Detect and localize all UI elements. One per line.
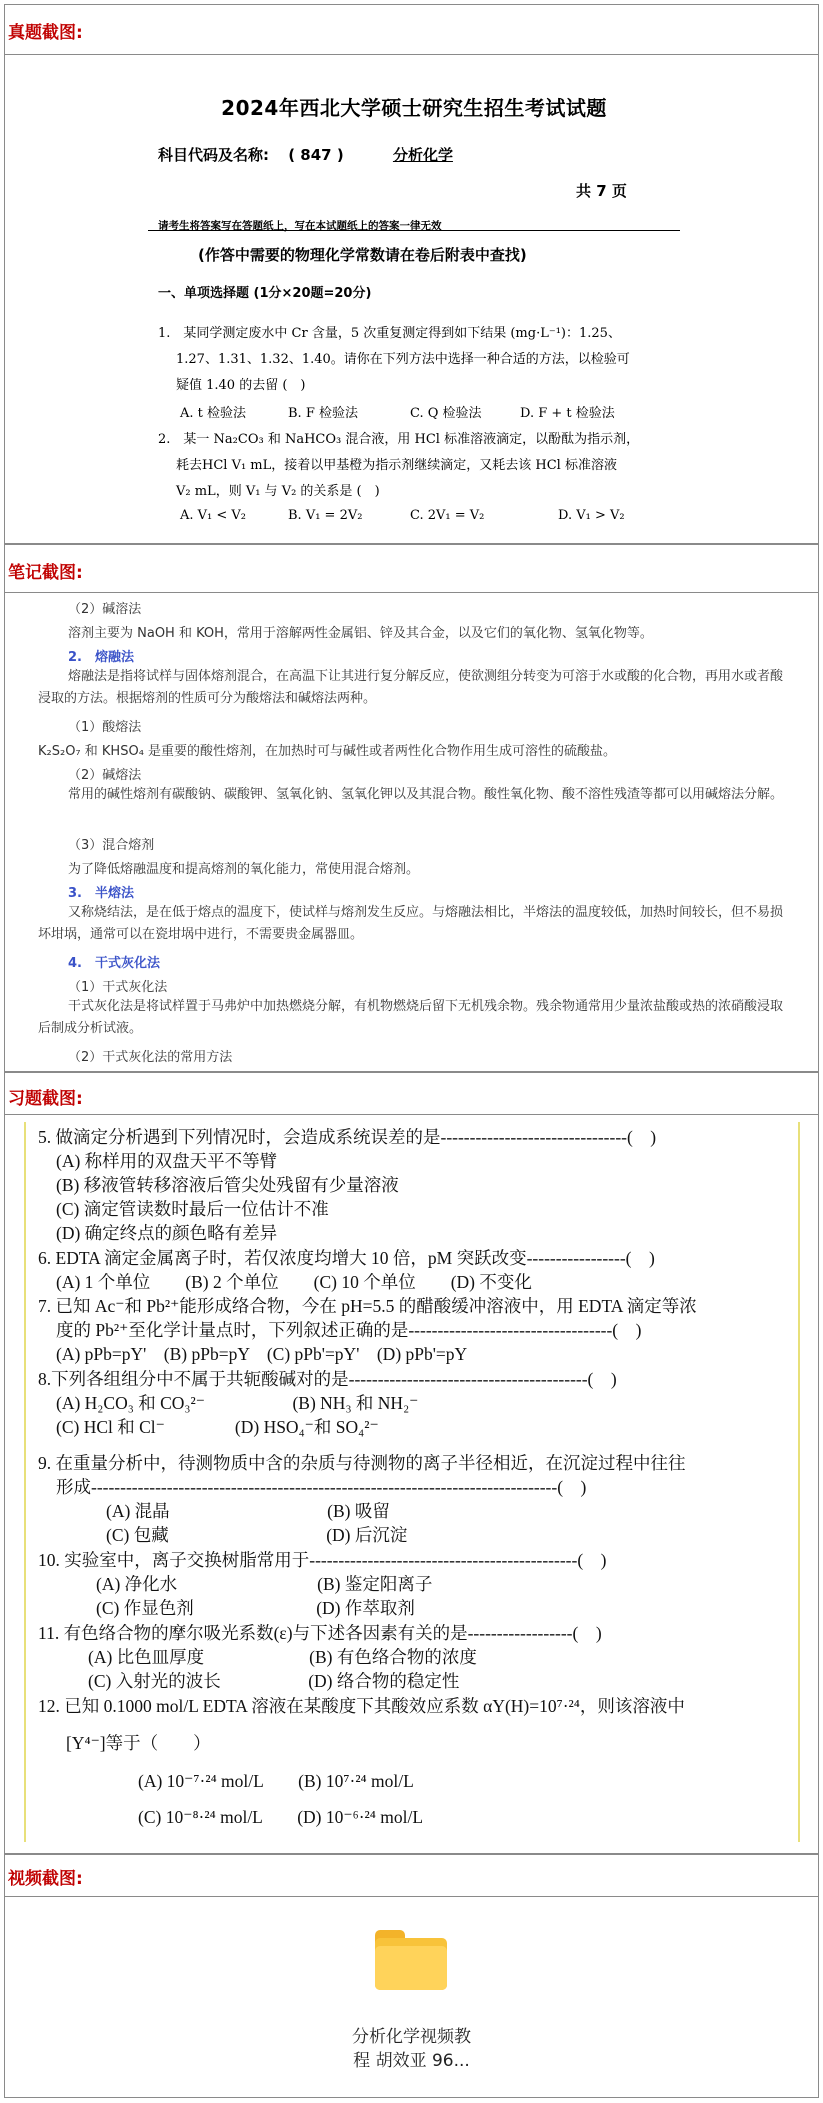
q1-option-d: D. F + t 检验法 — [520, 406, 615, 421]
q9-options-cd: (C) 包藏 (D) 后沉淀 — [106, 1525, 408, 1545]
q8-options-cd: (C) HCl 和 Cl⁻ (D) HSO₄⁻和 SO₄²⁻ — [56, 1417, 379, 1437]
q1-option-b: B. F 检验法 — [288, 406, 358, 421]
exam-section-title: 真题截图: — [8, 23, 83, 43]
q2-line2: 耗去HCl V₁ mL，接着以甲基橙为指示剂继续滴定，又耗去该 HCl 标准溶液 — [176, 458, 617, 473]
note-paragraph: 干式灰化法是将试样置于马弗炉中加热燃烧分解，有机物燃烧后留下无机残余物。残余物通常用少量浓盐酸或热的浓硝酸浸取后制成分析试液。 — [38, 999, 784, 1036]
divider — [4, 54, 819, 55]
q2-line3: V₂ mL，则 V₁ 与 V₂ 的关系是 ( ) — [176, 484, 380, 499]
note-line: 为了降低熔融温度和提高熔剂的氧化能力，常使用混合熔剂。 — [68, 862, 420, 877]
note-line: （1）干式灰化法 — [68, 980, 168, 995]
q10-options-cd: (C) 作显色剂 (D) 作萃取剂 — [96, 1598, 415, 1618]
q12-options-ab: (A) 10⁻⁷·²⁴ mol/L (B) 10⁷·²⁴ mol/L — [138, 1771, 414, 1791]
note-heading: 3. 半熔法 — [68, 886, 134, 901]
q2-option-a: A. V₁ < V₂ — [180, 508, 247, 523]
q5-option-c: (C) 滴定管读数时最后一位估计不准 — [56, 1199, 329, 1219]
q9-options-ab: (A) 混晶 (B) 吸留 — [106, 1501, 390, 1521]
exam-instruction: 请考生将答案写在答题纸上，写在本试题纸上的答案一律无效 — [158, 220, 442, 232]
q2-option-d: D. V₁ > V₂ — [558, 508, 625, 523]
note-line: （2）碱溶法 — [68, 602, 142, 617]
subject-label: 科目代码及名称: — [158, 146, 269, 164]
note-paragraph: 熔融法是指将试样与固体熔剂混合，在高温下让其进行复分解反应，使欲测组分转变为可溶于水或酸的化合物，再用水或者酸浸取的方法。根据熔剂的性质可分为酸熔法和碱熔法两种。 — [38, 669, 784, 706]
q1-line3: 疑值 1.40 的去留 ( ) — [176, 378, 306, 393]
q5-option-d: (D) 确定终点的颜色略有差异 — [56, 1223, 278, 1243]
q12-options-cd: (C) 10⁻⁸·²⁴ mol/L (D) 10⁻⁶·²⁴ mol/L — [138, 1807, 424, 1827]
q7-stem-line2: 度的 Pb²⁺至化学计量点时，下列叙述正确的是-----------------------------------( ) — [56, 1320, 642, 1340]
divider — [4, 592, 819, 593]
q9-stem-line1: 9. 在重量分析中，待测物质中含的杂质与待测物的离子半径相近，在沉淀过程中往往 — [38, 1453, 686, 1473]
q1-option-a: A. t 检验法 — [180, 406, 247, 421]
video-section-title: 视频截图: — [8, 1869, 83, 1889]
q5-option-b: (B) 移液管转移溶液后管尖处残留有少量溶液 — [56, 1175, 399, 1195]
q6-stem: 6. EDTA 滴定金属离子时，若仅浓度均增大 10 倍，pM 突跃改变-----------------( ) — [38, 1248, 655, 1268]
q8-stem: 8.下列各组组分中不属于共轭酸碱对的是-----------------------------------------( ) — [38, 1369, 617, 1389]
q1-line2: 1.27、1.31、1.32、1.40。请你在下列方法中选择一种合适的方法，以检验可 — [176, 352, 630, 367]
folder-label-line1[interactable]: 分析化学视频教 — [352, 2027, 471, 2047]
q10-options-ab: (A) 净化水 (B) 鉴定阳离子 — [96, 1574, 433, 1594]
right-margin-line — [798, 1122, 800, 1842]
q6-options: (A) 1 个单位 (B) 2 个单位 (C) 10 个单位 (D) 不变化 — [56, 1272, 532, 1292]
folder-label-line2[interactable]: 程 胡效亚 96... — [353, 2051, 470, 2071]
note-line: （2）干式灰化法的常用方法 — [68, 1050, 233, 1065]
exam-title: 2024年西北大学硕士研究生招生考试试题 — [221, 96, 607, 120]
notes-section-title: 笔记截图: — [8, 563, 83, 583]
q11-options-cd: (C) 入射光的波长 (D) 络合物的稳定性 — [88, 1671, 460, 1691]
folder-icon[interactable] — [375, 1930, 447, 1990]
q10-stem: 10. 实验室中，离子交换树脂常用于----------------------------------------------( ) — [38, 1550, 607, 1570]
q12-stem-line1: 12. 已知 0.1000 mol/L EDTA 溶液在某酸度下其酸效应系数 αY(H)=10⁷·²⁴，则该溶液中 — [38, 1696, 685, 1716]
q7-options: (A) pPb=pY' (B) pPb=pY (C) pPb'=pY' (D) pPb'=pY — [56, 1344, 468, 1364]
exercise-section-title: 习题截图: — [8, 1089, 83, 1109]
divider — [4, 1114, 819, 1115]
q2-option-c: C. 2V₁ = V₂ — [410, 508, 485, 523]
q7-stem-line1: 7. 已知 Ac⁻和 Pb²⁺能形成络合物，今在 pH=5.5 的醋酸缓冲溶液中，用 EDTA 滴定等浓 — [38, 1296, 697, 1316]
q1-line1: 1. 某同学测定废水中 Cr 含量，5 次重复测定得到如下结果 (mg·L⁻¹)：1.25、 — [158, 326, 621, 341]
subject-name: 分析化学 — [392, 146, 453, 164]
note-heading: 2. 熔融法 — [68, 650, 134, 665]
subject-code: ( 847 ) — [288, 146, 344, 164]
q2-option-b: B. V₁ = 2V₂ — [288, 508, 363, 523]
q11-options-ab: (A) 比色皿厚度 (B) 有色络合物的浓度 — [88, 1647, 477, 1667]
note-line: （3）混合熔剂 — [68, 838, 155, 853]
note-paragraph: 又称烧结法，是在低于熔点的温度下，使试样与熔剂发生反应。与熔融法相比，半熔法的温度较低，加热时间较长，但不易损坏坩埚，通常可以在瓷坩埚中进行，不需要贵金属器皿。 — [38, 905, 784, 942]
part-one-heading: 一、单项选择题 (1分×20题=20分) — [158, 286, 372, 301]
q12-stem-line2: [Y⁴⁻]等于（ ） — [66, 1733, 211, 1753]
exam-paper-image — [148, 72, 680, 534]
q9-stem-line2: 形成--------------------------------------------------------------------------------( ) — [56, 1477, 587, 1497]
note-line: （1）酸熔法 — [68, 720, 142, 735]
q1-option-c: C. Q 检验法 — [410, 406, 482, 421]
page-count: 共 7 页 — [576, 182, 627, 200]
divider — [4, 1896, 819, 1897]
constants-note: (作答中需要的物理化学常数请在卷后附表中查找) — [198, 246, 527, 264]
q8-options-ab: (A) H₂CO₃ 和 CO₃²⁻ (B) NH₃ 和 NH₂⁻ — [56, 1393, 419, 1413]
note-paragraph: 常用的碱性熔剂有碳酸钠、碳酸钾、氢氧化钠、氢氧化钾以及其混合物。酸性氧化物、酸不溶性残渣等都可以用碱熔法分解。 — [68, 787, 784, 802]
q2-line1: 2. 某一 Na₂CO₃ 和 NaHCO₃ 混合液，用 HCl 标准溶液滴定，以酚酞为指示剂， — [158, 432, 640, 447]
q11-stem: 11. 有色络合物的摩尔吸光系数(ε)与下述各因素有关的是------------------( ) — [38, 1623, 602, 1643]
note-line: K₂S₂O₇ 和 KHSO₄ 是重要的酸性熔剂，在加热时可与碱性或者两性化合物作用生成可溶性的硫酸盐。 — [38, 744, 617, 759]
note-heading: 4. 干式灰化法 — [68, 956, 160, 971]
q5-stem: 5. 做滴定分析遇到下列情况时，会造成系统误差的是--------------------------------( ) — [38, 1127, 657, 1147]
note-line: （2）碱熔法 — [68, 768, 142, 783]
note-line: 溶剂主要为 NaOH 和 KOH，常用于溶解两性金属铝、锌及其合金，以及它们的氧化物、氢氧化物等。 — [68, 626, 653, 641]
left-margin-line — [24, 1122, 26, 1842]
q5-option-a: (A) 称样用的双盘天平不等臂 — [56, 1151, 278, 1171]
